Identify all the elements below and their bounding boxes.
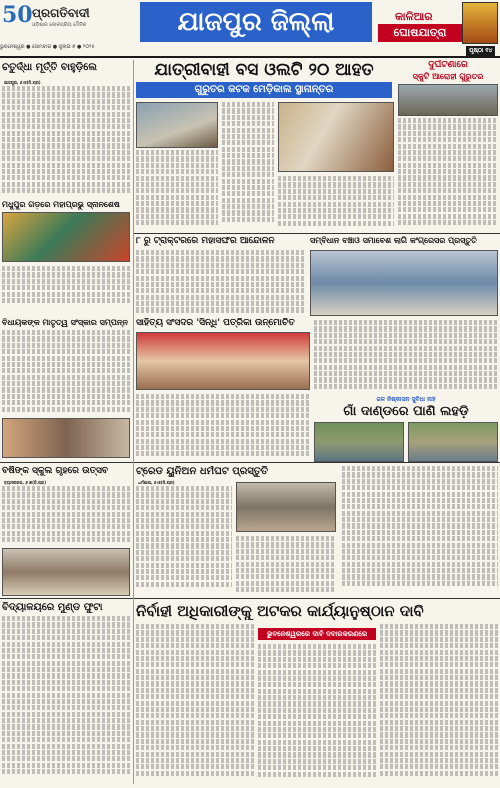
bottom-left-headline: ବିଦ୍ୟାଳୟରେ ମୁଣ୍ଡ ଫୁଟା (2, 602, 103, 613)
left-third-headline: ବିଧାୟକଙ୍କ ମାତୃତ୍ୱ ସଂସ୍କାର ସମ୍ପନ୍ନ (2, 318, 128, 327)
teaser-banner: ଘୋଷଯାତ୍ରା (378, 24, 462, 42)
issue-dateline: ଭୁବନେଶ୍ୱର ● ସୋମବାର ● ଜୁଲାଇ ୭ ● ୨୦୨୫ (0, 44, 95, 50)
teaser-deity-image (462, 2, 498, 44)
left-article-body (2, 86, 130, 198)
congress-headline: ସମ୍ବିଧାନ ବଞ୍ଚାଓ ସମାବେଶ ଲାଗି କଂଗ୍ରେସର ପ୍ରସ୍ତୁତି (310, 236, 477, 245)
strike-meeting-photo (236, 482, 336, 532)
lead-subhead: ଗୁରୁତର କଟକ ମେଡ଼ିକାଲ ସ୍ଥାନାନ୍ତର (136, 82, 392, 98)
scooty-accident-photo (398, 84, 498, 116)
waterlogging-photo-1 (314, 422, 404, 462)
lead-headline: ଯାତ୍ରୀବାହୀ ବସ ଓଲଟି ୨୦ ଆହତ (154, 60, 374, 80)
school-event-photo (2, 548, 130, 596)
bus-accident-photo-1 (136, 102, 218, 148)
bottom-left-article-body (2, 616, 130, 784)
dateline: ଯାଜପୁର, ୬।୭(ନି.ପ୍ର) (4, 80, 41, 85)
school-headline: ବର୍ଷିଙ୍କ ସ୍କୁଲ ଗୃହରେ ଉତ୍ସବ (2, 466, 109, 476)
waterlogging-photo-2 (408, 422, 498, 462)
right-top-headline-1: ଦୁର୍ଘଟଣାରେ (428, 60, 468, 70)
left-mid-headline: ମଧୁପୁର ଗଡ଼ରେ ମହାପ୍ରଭୁ ସ୍ନାନଶେଷ (2, 200, 120, 209)
bottom-main-article-body-col-1 (136, 624, 254, 784)
left-mid-article-body (2, 266, 130, 308)
water-headline: ଗାଁ ଦାଣ୍ଡରେ ପାଣି ଲହଡ଼ି (343, 404, 469, 419)
section-divider (0, 598, 500, 599)
left-third-article-body (2, 330, 130, 416)
column-divider (133, 60, 134, 784)
bottom-kicker: ଭୁବନେଶ୍ୱରରେ ଦାବି ଦବାରକରଣରେ (258, 628, 376, 640)
tractor-article-body (136, 250, 306, 314)
page-number: ପୃଷ୍ଠା ୧୪ (466, 46, 495, 56)
section-divider (0, 462, 500, 463)
water-kicker: ଜଳ ନିଷ୍କାସନ ସୁବିଧା ନାହିଁ (376, 396, 436, 403)
sahitya-event-photo (136, 332, 310, 390)
rath-yatra-photo (2, 212, 130, 262)
tractor-headline: ୮ ରୁ ଟ୍ରାକ୍ଟରରେ ମହାସଙ୍ଘର ଆନ୍ଦୋଳନ (136, 236, 275, 246)
dateline: ବ୍ୟାସନଗର, ୬।୭(ନି.ପ୍ର) (4, 480, 47, 485)
lead-article-body-col-1 (136, 150, 218, 230)
bottom-main-article-body-col-3 (380, 624, 498, 784)
lead-article-body-col-3 (278, 176, 394, 230)
sahitya-headline: ସାହିତ୍ୟ ସଂସଦର 'ସିନ୍ଧି' ପତ୍ରିକା ଉନ୍ମୋଚିତ (136, 318, 295, 328)
bottom-main-article-body-col-2 (258, 644, 376, 784)
dateline: ଧର୍ମଶାଳା, ୬।୭(ନି.ପ୍ର) (138, 480, 175, 485)
right-article-body (398, 118, 498, 230)
right-lower-article-body (342, 466, 498, 594)
strike-article-body-col-2 (236, 536, 336, 594)
bottom-main-headline: ନିର୍ବାହୀ ଅଧିକାରୀଙ୍କୁ ଅଟକର କାର୍ଯ୍ୟାନୁଷ୍ଠାନ ଦାବି (136, 602, 424, 620)
strike-article-body-col-1 (136, 486, 232, 594)
left-top-headline: ଚତୁର୍ଦ୍ଧା ମୂର୍ତ୍ତି ବାହୁଡ଼ିଲେ (2, 62, 97, 73)
paper-logo (2, 2, 120, 46)
sahitya-article-body (136, 394, 310, 456)
right-top-headline-2: ସ୍କୁଟି ଆରୋହୀ ଗୁରୁତର (412, 72, 484, 81)
district-title: ଯାଜପୁର ଜିଲ୍ଲା (140, 2, 372, 42)
mla-ceremony-photo (2, 418, 130, 458)
school-article-body (2, 486, 130, 546)
lead-article-body-col-2 (222, 102, 274, 230)
paper-tagline: ଓଡ଼ିଶାର ଲୋକପ୍ରିୟ ଦୈନିକ (32, 22, 87, 28)
anniversary-50-logo: 50 (2, 2, 33, 28)
paper-name: ପ୍ରଗତିବାଦୀ (32, 6, 90, 20)
strike-headline: ଟ୍ରେଡ ୟୁନିଅନ ଧର୍ମଘଟ ପ୍ରସ୍ତୁତି (136, 466, 269, 477)
congress-article-body (314, 320, 498, 394)
bus-accident-photo-2 (278, 102, 394, 172)
congress-meeting-photo (310, 250, 498, 316)
section-divider (134, 233, 500, 234)
masthead (0, 0, 500, 58)
teaser-kicker: କାଳିଆର (395, 10, 433, 23)
